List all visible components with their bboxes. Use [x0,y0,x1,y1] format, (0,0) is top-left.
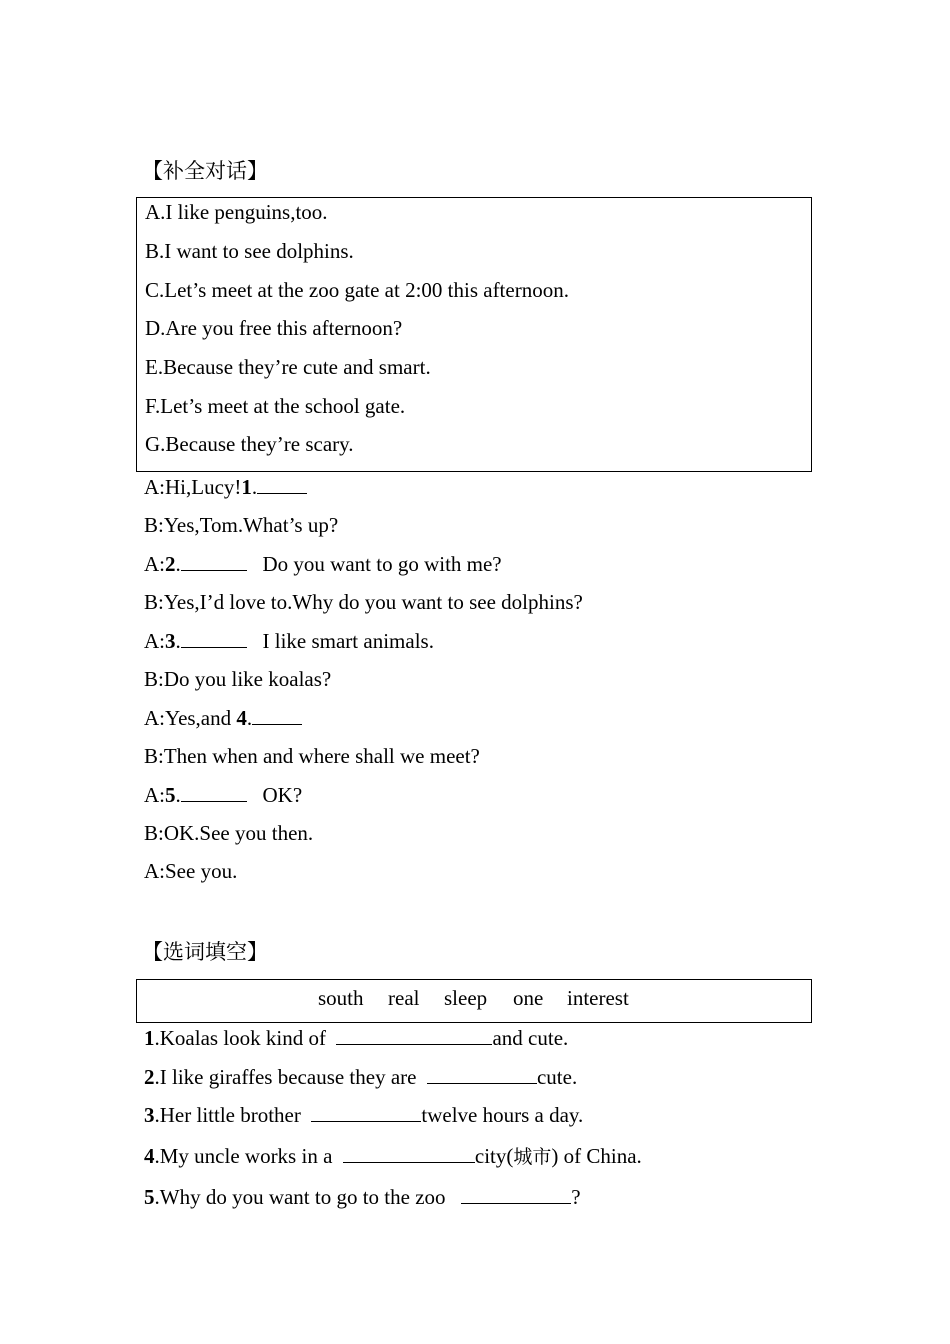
question-4 [144,1142,642,1169]
word-bank-item: south [318,986,364,1010]
dialogue-text: A: [144,552,165,576]
dialogue-line-1 [144,474,307,500]
dialogue-text: I like smart animals. [262,629,434,653]
word-bank-item: real [388,986,420,1010]
option-a: A.I like penguins,too. [145,200,328,224]
dialogue-text: A: [144,629,165,653]
option-b: B.I want to see dolphins. [145,239,354,263]
fill-blank-3[interactable] [311,1102,421,1122]
dialogue-text: A:Yes,and [144,706,237,730]
section-heading-dialogue: 【补全对话】 [142,159,268,183]
dialogue-line-10: B:OK.See you then. [144,821,314,845]
question-1 [144,1025,568,1051]
blank-number: 3 [165,629,176,653]
word-bank-item: one [513,986,544,1010]
fill-blank-4[interactable] [343,1143,475,1163]
dialogue-text: OK? [262,783,303,807]
dot: . [251,475,258,499]
question-text: .Her little brother [154,1103,301,1127]
dialogue-text: Do you want to go with me? [262,552,502,576]
blank-number: 4 [236,706,247,730]
question-text: ? [571,1185,581,1209]
question-3 [144,1102,583,1128]
question-number: 5 [144,1185,155,1209]
dialogue-line-4: B:Yes,I’d love to.Why do you want to see dolphins? [144,590,583,614]
question-text: .Koalas look kind of [154,1026,326,1050]
answer-blank-3[interactable] [181,628,247,648]
option-c: C.Let’s meet at the zoo gate at 2:00 this afternoon. [145,278,569,302]
option-e: E.Because they’re cute and smart. [145,355,431,379]
question-number: 2 [144,1065,155,1089]
dot: . [175,552,181,576]
question-text: cute. [536,1065,578,1089]
question-text: and cute. [492,1026,569,1050]
dialogue-line-5 [144,628,434,654]
question-number: 4 [144,1144,155,1168]
dialogue-line-8: B:Then when and where shall we meet? [144,744,480,768]
section-heading-word-fill: 【选词填空】 [142,940,268,964]
answer-blank-2[interactable] [181,551,247,571]
answer-blank-4[interactable] [252,705,302,725]
dialogue-text: A: [144,783,165,807]
blank-number: 5 [165,783,176,807]
question-number: 3 [144,1103,155,1127]
question-5 [144,1184,581,1210]
dialogue-line-11: A:See you. [144,859,238,883]
question-text: .I like giraffes because they are [154,1065,417,1089]
dot: . [175,629,181,653]
option-f: F.Let’s meet at the school gate. [145,394,406,418]
question-text: .My uncle works in a [154,1144,333,1168]
dot: . [246,706,253,730]
blank-number: 2 [165,552,176,576]
question-text: .Why do you want to go to the zoo [154,1185,446,1209]
answer-blank-5[interactable] [181,782,247,802]
dialogue-line-3 [144,551,502,577]
options-box [136,197,812,472]
dot: . [175,783,181,807]
question-text-chinese: 城市 [513,1146,552,1168]
question-text: city( [474,1144,514,1168]
question-text: twelve hours a day. [421,1103,584,1127]
fill-blank-1[interactable] [336,1025,492,1045]
option-d: D.Are you free this afternoon? [145,316,403,340]
dialogue-line-9 [144,782,302,808]
dialogue-line-2: B:Yes,Tom.What’s up? [144,513,339,537]
word-bank-box [136,979,812,1023]
dialogue-text: A:Hi,Lucy! [144,475,242,499]
answer-blank-1[interactable] [257,474,307,494]
question-2 [144,1064,577,1090]
question-text: ) of China. [551,1144,642,1168]
fill-blank-2[interactable] [427,1064,537,1084]
dialogue-line-6: B:Do you like koalas? [144,667,332,691]
fill-blank-5[interactable] [461,1184,571,1204]
question-number: 1 [144,1026,155,1050]
blank-number: 1 [241,475,252,499]
word-bank-item: interest [567,986,629,1010]
dialogue-line-7 [144,705,302,731]
option-g: G.Because they’re scary. [145,432,354,456]
word-bank-item: sleep [444,986,488,1010]
